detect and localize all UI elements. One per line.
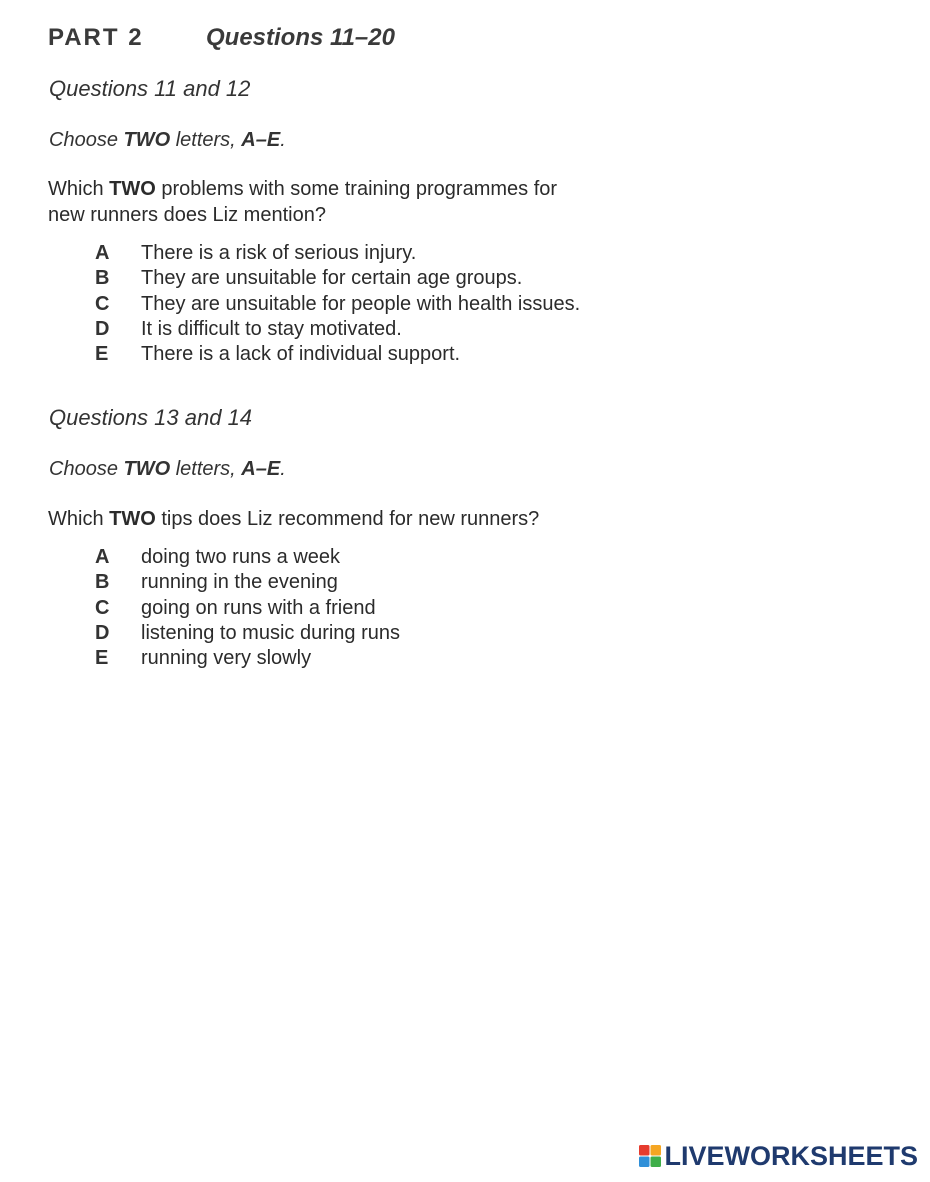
option-letter: E	[95, 647, 109, 670]
instruction-13-14	[49, 458, 286, 481]
option-e	[95, 646, 400, 671]
question-13-14	[48, 506, 648, 532]
section-heading-11-12: Questions 11 and 12	[49, 76, 251, 101]
option-text: listening to music during runs	[141, 622, 401, 645]
instruction-11-12	[49, 129, 286, 152]
option-text: going on runs with a friend	[141, 596, 376, 619]
question-rest: tips does Liz recommend for new runners?	[155, 508, 540, 530]
option-text: They are unsuitable for people with health issues.	[141, 292, 581, 315]
part-header	[48, 24, 395, 56]
option-text: There is a risk of serious injury.	[141, 242, 417, 265]
question-bold: TWO	[109, 508, 156, 530]
question-pre: Which	[48, 508, 110, 530]
question-line1: problems with some training programmes for	[155, 178, 558, 200]
section-heading-13-14: Questions 13 and 14	[49, 405, 253, 430]
options-list-13-14	[95, 545, 400, 671]
option-letter: D	[95, 622, 110, 645]
instruction-bold-count: TWO	[123, 129, 171, 151]
questions-range: Questions 11–20	[206, 24, 395, 51]
instruction-pre: Choose	[49, 129, 124, 151]
option-letter: A	[95, 546, 110, 569]
option-text: doing two runs a week	[141, 546, 341, 569]
option-c	[95, 596, 400, 621]
instruction-post: .	[280, 458, 286, 480]
option-c	[95, 292, 580, 317]
instruction-mid: letters,	[170, 129, 242, 151]
instruction-pre: Choose	[49, 458, 124, 480]
option-a	[95, 241, 580, 266]
option-b	[95, 570, 400, 595]
option-letter: B	[95, 571, 110, 594]
liveworksheets-wordmark: LIVEWORKSHEETS	[664, 1140, 918, 1171]
option-b	[95, 266, 580, 291]
question-pre: Which	[48, 178, 110, 200]
option-letter: E	[95, 343, 109, 366]
liveworksheets-watermark	[639, 1142, 918, 1170]
option-text: running in the evening	[141, 571, 338, 594]
instruction-bold-range: A–E	[241, 458, 281, 480]
option-d	[95, 621, 400, 646]
instruction-bold-range: A–E	[241, 129, 281, 151]
instruction-post: .	[280, 129, 286, 151]
question-11-12	[48, 176, 648, 228]
option-letter: B	[95, 267, 110, 290]
option-text: They are unsuitable for certain age groups.	[141, 267, 523, 290]
option-letter: A	[95, 242, 110, 265]
option-a	[95, 545, 400, 570]
option-e	[95, 342, 580, 367]
instruction-mid: letters,	[170, 458, 242, 480]
option-text: running very slowly	[141, 647, 312, 670]
liveworksheets-logo-icon	[639, 1145, 661, 1167]
option-text: It is difficult to stay motivated.	[141, 318, 402, 341]
option-text: There is a lack of individual support.	[141, 343, 461, 366]
question-line2: new runners does Liz mention?	[48, 204, 326, 226]
option-letter: D	[95, 318, 110, 341]
instruction-bold-count: TWO	[123, 458, 171, 480]
options-list-11-12	[95, 241, 580, 367]
option-letter: C	[95, 292, 110, 315]
option-d	[95, 317, 580, 342]
part-label: PART 2	[48, 24, 144, 51]
option-letter: C	[95, 596, 110, 619]
question-bold: TWO	[109, 178, 156, 200]
